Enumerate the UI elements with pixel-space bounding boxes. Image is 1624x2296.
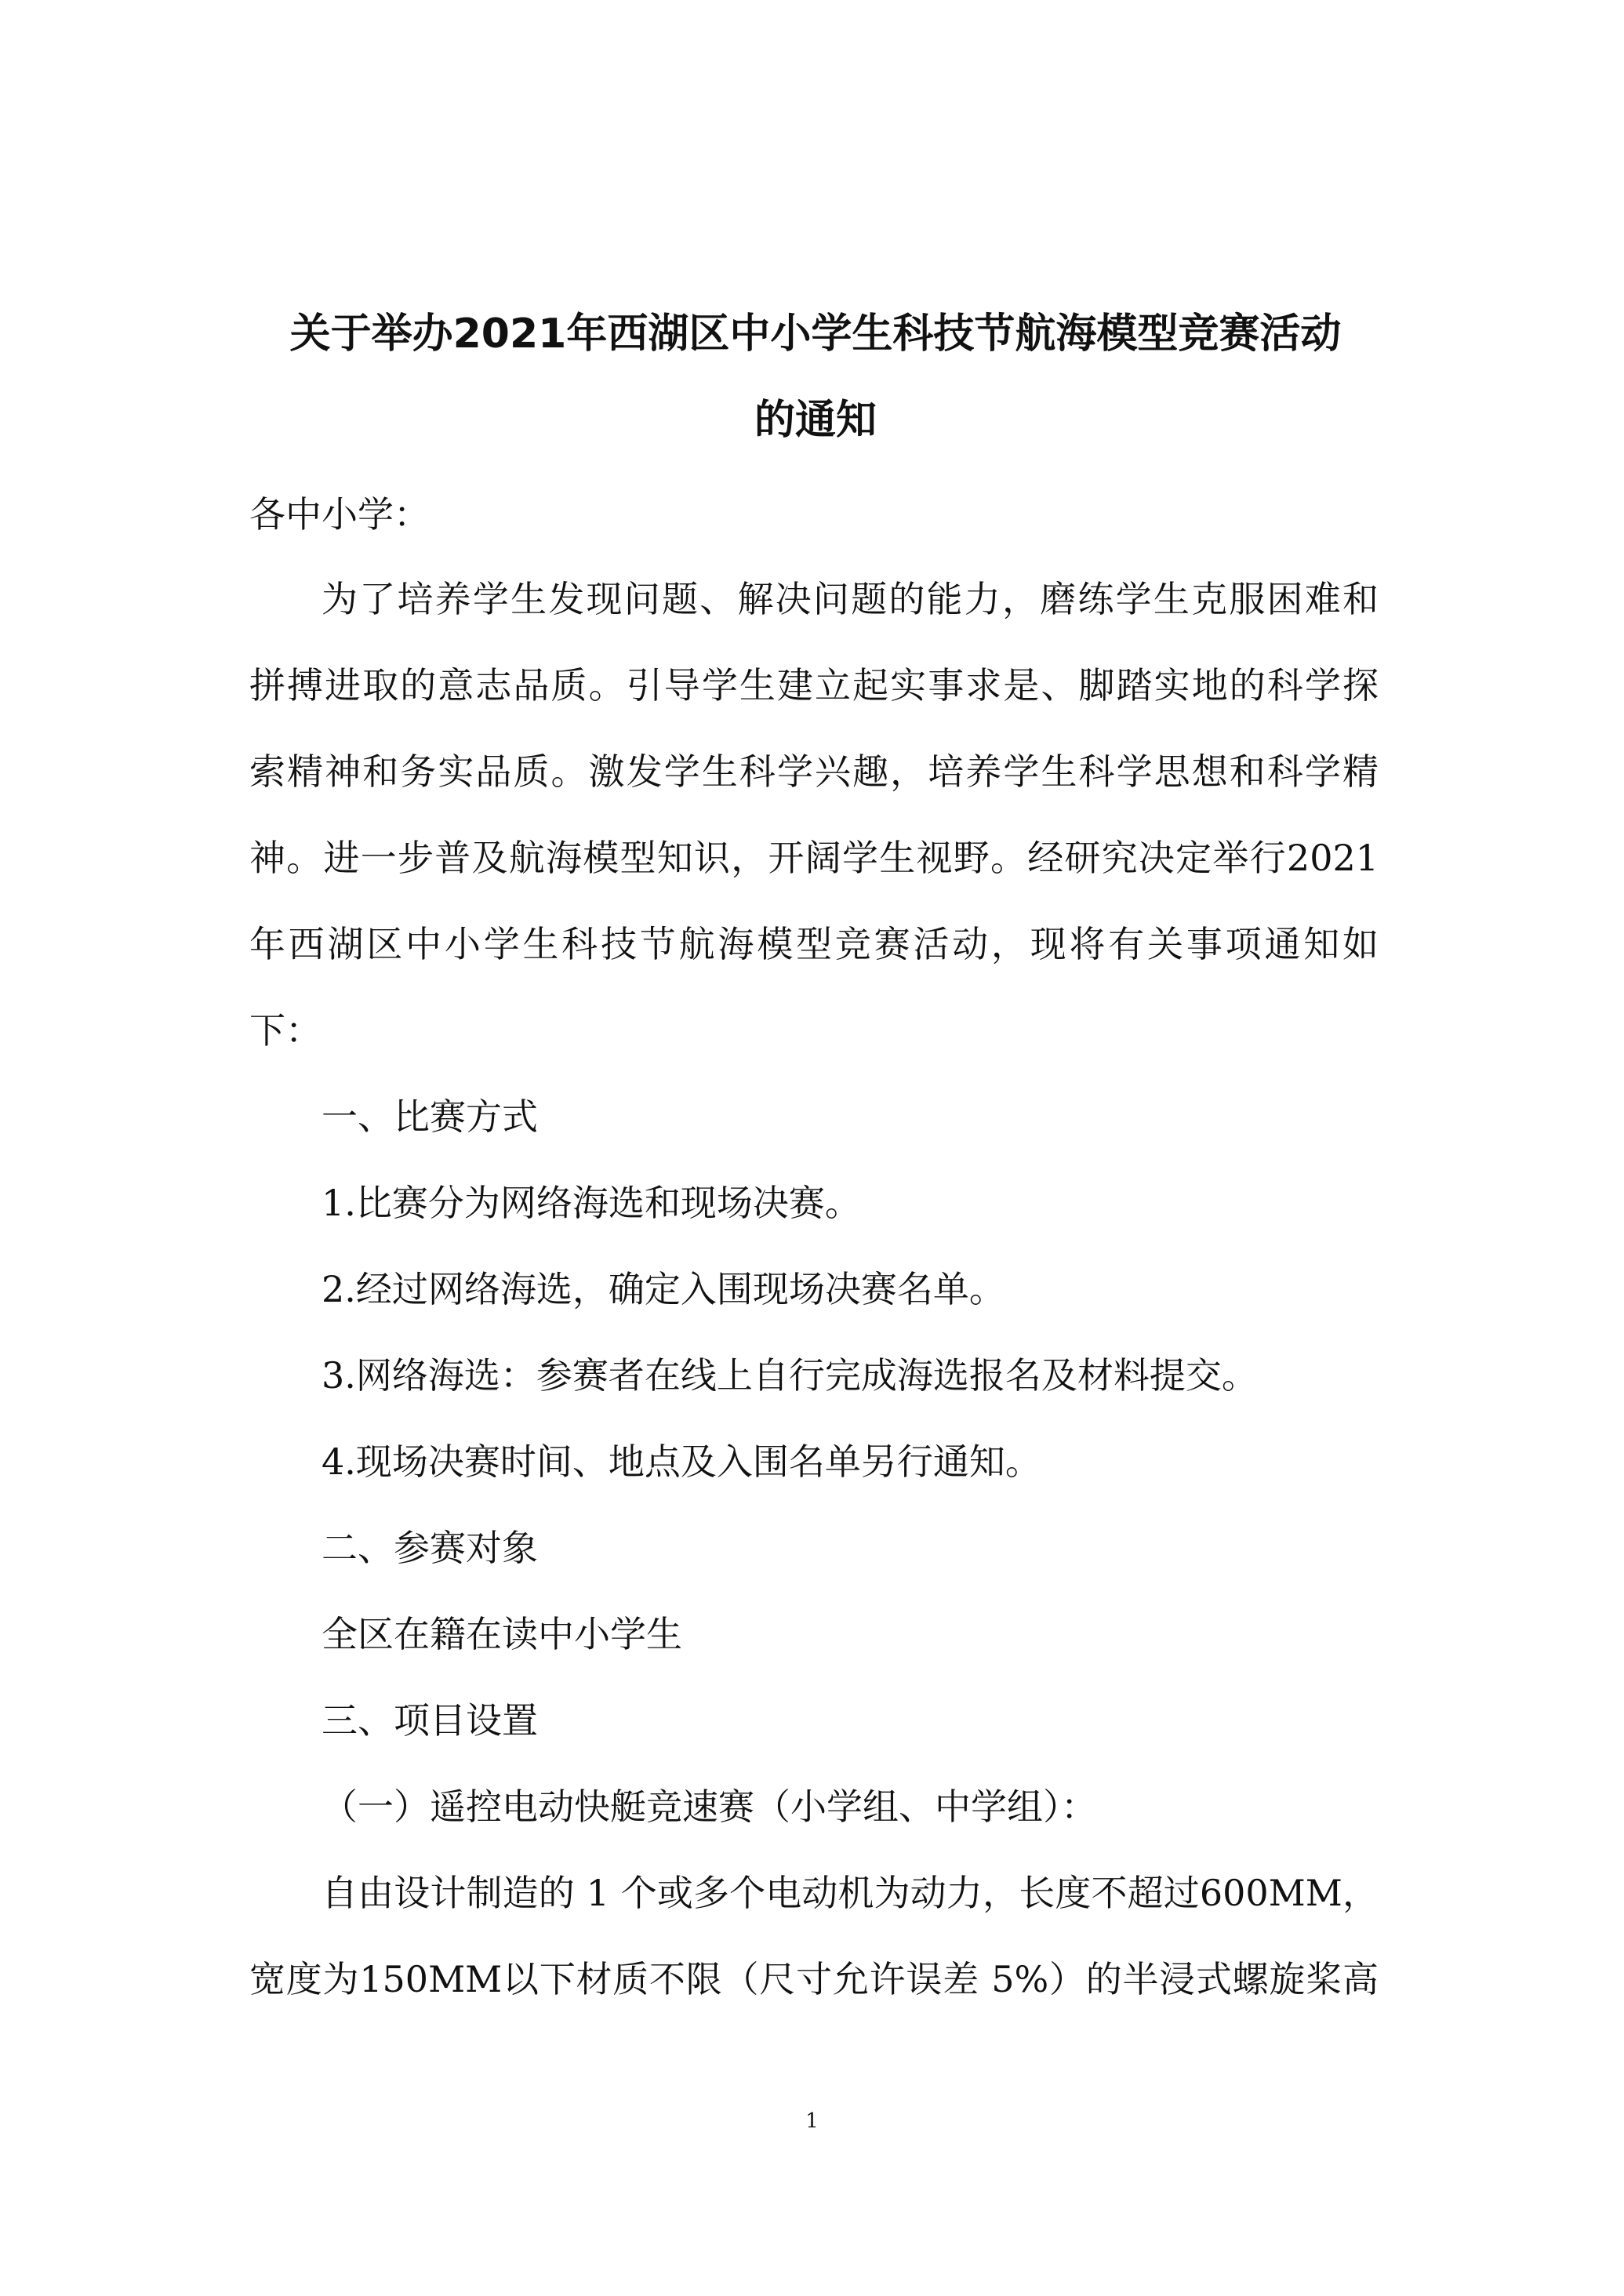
section-2-heading: 二、参赛对象 <box>322 1527 538 1569</box>
intro-line-1: 为了培养学生发现问题、解决问题的能力，磨练学生克服困难和 <box>322 578 1379 620</box>
intro-line-4: 神。进一步普及航海模型知识，开阔学生视野。经研究决定举行2021 <box>249 837 1379 879</box>
document-title-line-1: 关于举办2021年西湖区中小学生科技节航海模型竞赛活动 <box>289 311 1342 358</box>
section-1-heading: 一、比赛方式 <box>322 1095 538 1138</box>
section-3-subheading-1: （一）遥控电动快艇竞速赛（小学组、中学组）： <box>322 1786 1097 1828</box>
section-3-para-line-1: 自由设计制造的 1 个或多个电动机为动力，长度不超过600MM， <box>322 1872 1379 1914</box>
intro-line-3: 索精神和务实品质。激发学生科学兴趣，培养学生科学思想和科学精 <box>249 750 1379 793</box>
section-1-item-3: 3.网络海选：参赛者在线上自行完成海选报名及材料提交。 <box>322 1354 1258 1397</box>
document-title-line-2: 的通知 <box>754 397 877 444</box>
intro-line-5: 年西湖区中小学生科技节航海模型竞赛活动，现将有关事项通知如 <box>249 923 1379 965</box>
section-1-item-4: 4.现场决赛时间、地点及入围名单另行通知。 <box>322 1440 1041 1483</box>
section-3-heading: 三、项目设置 <box>322 1699 538 1742</box>
section-3-para-line-2: 宽度为150MM以下材质不限（尺寸允许误差 5%）的半浸式螺旋桨高 <box>249 1958 1379 2000</box>
page-number: 1 <box>805 2109 819 2133</box>
section-1-item-1: 1.比赛分为网络海选和现场决赛。 <box>322 1182 861 1224</box>
intro-line-2: 拼搏进取的意志品质。引导学生建立起实事求是、脚踏实地的科学探 <box>249 664 1379 707</box>
salutation: 各中小学： <box>249 493 430 536</box>
intro-line-6: 下： <box>249 1009 322 1052</box>
section-1-item-2: 2.经过网络海选，确定入围现场决赛名单。 <box>322 1268 1005 1310</box>
section-2-text: 全区在籍在读中小学生 <box>322 1613 682 1655</box>
